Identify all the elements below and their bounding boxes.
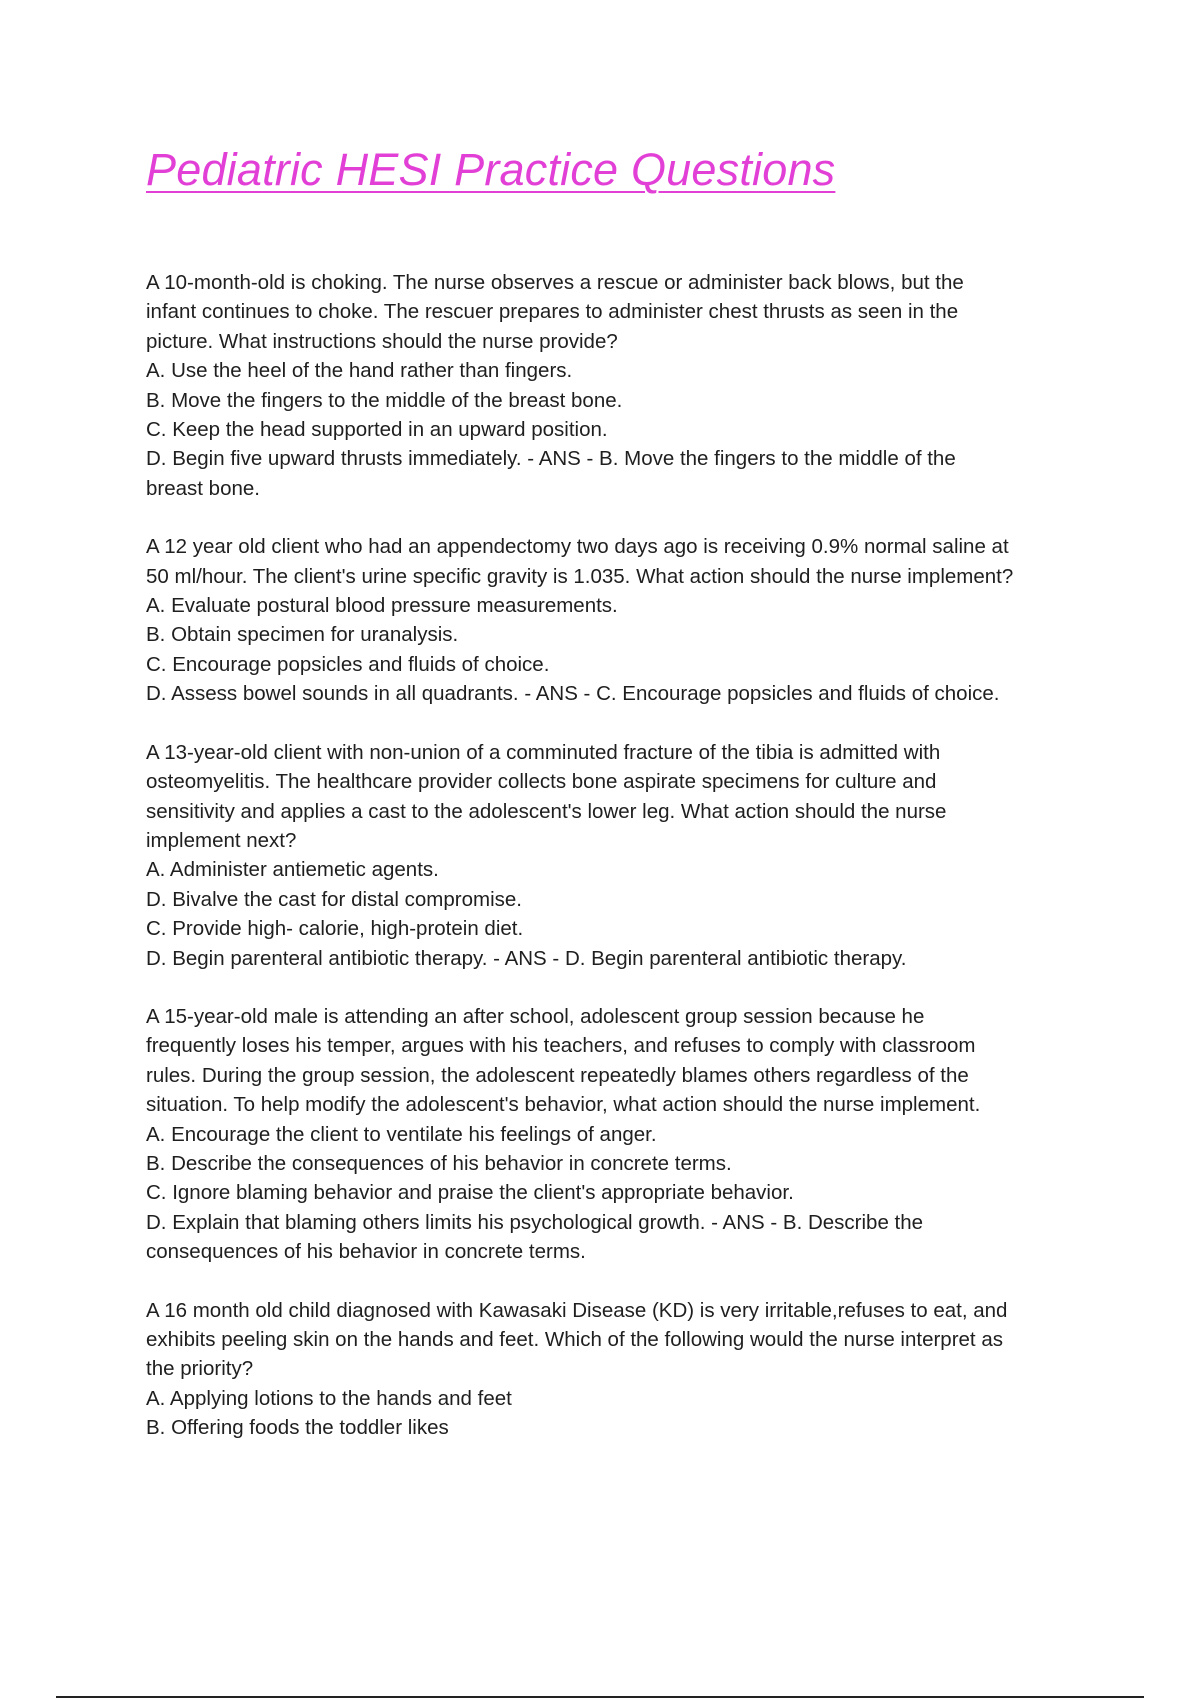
- question-list: [146, 268, 1096, 1472]
- question-text-line: B. Obtain specimen for uranalysis.: [146, 623, 459, 647]
- question-text-line: A. Encourage the client to ventilate his feelings of anger.: [146, 1122, 657, 1146]
- question-text-line: A 10-month-old is choking. The nurse observes a rescue or administer back blows, but the: [146, 271, 964, 294]
- question-text-line: rules. During the group session, the adolescent repeatedly blames others regardless of the: [146, 1063, 969, 1087]
- question-text-line: A 12 year old client who had an appendectomy two days ago is receiving 0.9% normal saline at: [146, 535, 1009, 559]
- question-text-line: situation. To help modify the adolescent's behavior, what action should the nurse implement.: [146, 1093, 981, 1117]
- question-text-line: osteomyelitis. The healthcare provider collects bone aspirate specimens for culture and: [146, 770, 937, 794]
- question-text-line: sensitivity and applies a cast to the adolescent's lower leg. What action should the nurse: [146, 799, 947, 823]
- page-title: Pediatric HESI Practice Questions: [146, 144, 836, 195]
- question-text-line: C. Keep the head supported in an upward position.: [146, 418, 608, 442]
- question-block: [146, 1296, 1096, 1443]
- question-text-line: D. Explain that blaming others limits his psychological growth. - ANS - B. Describe the: [146, 1210, 924, 1234]
- question-text-line: breast bone.: [146, 476, 260, 500]
- question-text-line: D. Begin five upward thrusts immediately. - ANS - B. Move the fingers to the middle of the: [146, 447, 956, 471]
- question-text-line: exhibits peeling skin on the hands and feet. Which of the following would the nurse interpret as: [146, 1328, 1003, 1351]
- question-text-line: C. Provide high- calorie, high-protein diet.: [146, 917, 524, 941]
- question-block: [146, 532, 1096, 708]
- question-text-line: 50 ml/hour. The client's urine specific gravity is 1.035. What action should the nurse implement?: [146, 564, 1014, 588]
- question-text-line: B. Move the fingers to the middle of the breast bone.: [146, 388, 623, 412]
- question-text-line: D. Assess bowel sounds in all quadrants. - ANS - C. Encourage popsicles and fluids of choice.: [146, 682, 1000, 706]
- question-text-line: A. Use the heel of the hand rather than fingers.: [146, 359, 573, 383]
- question-text-line: infant continues to choke. The rescuer prepares to administer chest thrusts as seen in the: [146, 300, 959, 324]
- question-text-line: implement next?: [146, 828, 297, 852]
- question-text-line: B. Offering foods the toddler likes: [146, 1416, 449, 1440]
- question-text-line: D. Begin parenteral antibiotic therapy. - ANS - D. Begin parenteral antibiotic therapy.: [146, 946, 907, 970]
- question-text-line: the priority?: [146, 1357, 254, 1381]
- question-text-line: A 16 month old child diagnosed with Kawasaki Disease (KD) is very irritable,refuses to eat, and: [146, 1298, 1008, 1322]
- question-text-line: frequently loses his temper, argues with his teachers, and refuses to comply with classroom: [146, 1034, 976, 1058]
- question-block: [146, 268, 1096, 503]
- question-text-line: picture. What instructions should the nurse provide?: [146, 329, 618, 353]
- question-text-line: A. Applying lotions to the hands and feet: [146, 1386, 512, 1410]
- question-text-line: C. Encourage popsicles and fluids of choice.: [146, 652, 550, 676]
- bottom-divider: [56, 1696, 1144, 1698]
- question-block: [146, 1002, 1096, 1267]
- question-text-line: B. Describe the consequences of his behavior in concrete terms.: [146, 1151, 732, 1175]
- question-text-line: consequences of his behavior in concrete terms.: [146, 1240, 586, 1264]
- question-text-line: A 15-year-old male is attending an after school, adolescent group session because he: [146, 1004, 925, 1028]
- question-text-line: A 13-year-old client with non-union of a comminuted fracture of the tibia is admitted with: [146, 740, 941, 764]
- question-text-line: A. Evaluate postural blood pressure measurements.: [146, 594, 618, 618]
- question-text-line: C. Ignore blaming behavior and praise the client's appropriate behavior.: [146, 1181, 794, 1205]
- question-text-line: A. Administer antiemetic agents.: [146, 858, 439, 882]
- question-text-line: D. Bivalve the cast for distal compromise.: [146, 887, 522, 911]
- question-block: [146, 738, 1096, 973]
